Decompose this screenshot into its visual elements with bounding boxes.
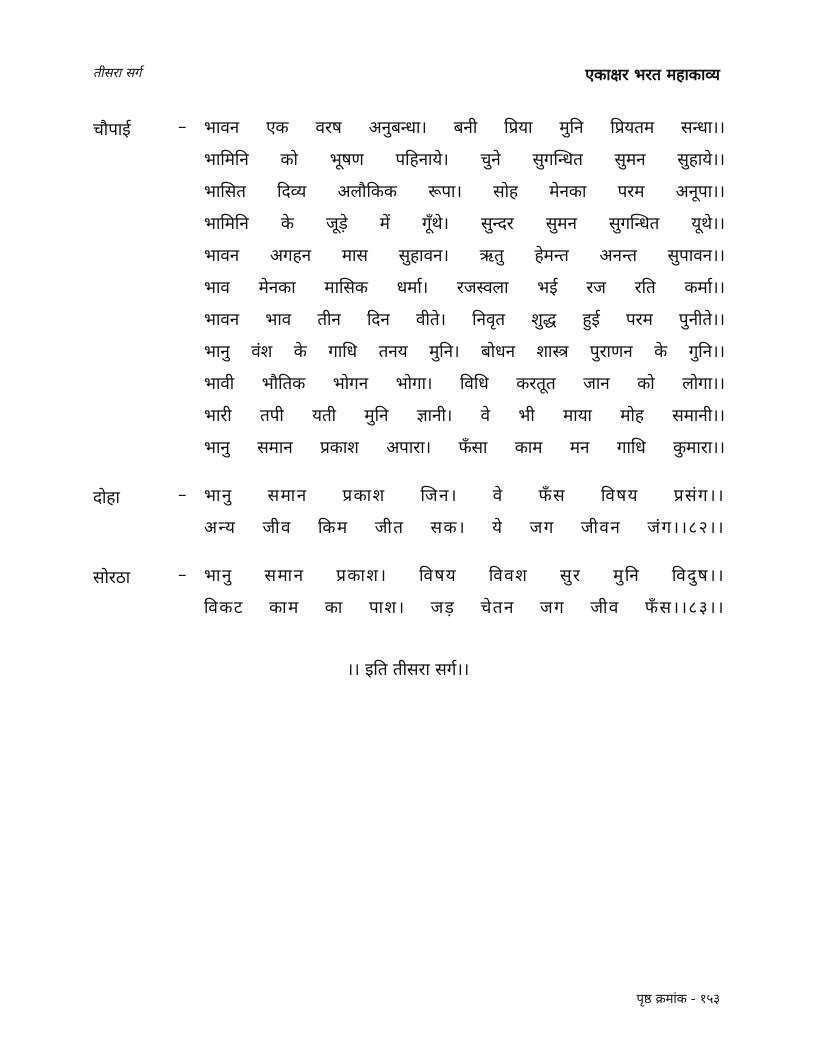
- section-dash: –: [178, 565, 187, 585]
- section-dash: –: [178, 485, 187, 505]
- section-label: चौपाई: [93, 120, 131, 140]
- section-label: सोरठा: [93, 568, 131, 588]
- section-dash: –: [178, 117, 187, 137]
- verse-line: भामिनि को भूषण पहिनाये। चुने सुगन्धित सुमन सुहाये।।: [204, 150, 725, 170]
- verse-line: भारी तपी यती मुनि ज्ञानी। वे भी माया मोह समानी।।: [204, 406, 725, 426]
- verse-line: भावन भाव तीन दिन वीते। निवृत शुद्ध हुई परम पुनीते।।: [204, 310, 725, 330]
- verse-line: भावन एक वरष अनुबन्धा। बनी प्रिया मुनि प्रियतम सन्धा।।: [204, 118, 725, 138]
- verse-line: भानु समान प्रकाश। विषय विवश सुर मुनि विदुष।।: [204, 566, 725, 586]
- chapter-header: तीसरा सर्ग: [93, 66, 142, 81]
- chapter-closing: ।। इति तीसरा सर्ग।।: [346, 660, 470, 680]
- verse-block: [204, 485, 725, 549]
- page-number: पृष्ठ क्रमांक - १५३: [636, 992, 720, 1007]
- verse-line: भानु वंश के गाधि तनय मुनि। बोधन शास्त्र पुराणन के गुनि।।: [204, 342, 725, 362]
- verse-line: भाव मेनका मासिक धर्मा। रजस्वला भई रज रति कर्मा।।: [204, 278, 725, 298]
- verse-line: भामिनि के जूड़े में गूँथे। सुन्दर सुमन सुगन्धित यूथे।।: [204, 214, 725, 234]
- verse-block: [204, 565, 725, 629]
- book-title-header: एकाक्षर भरत महाकाव्य: [585, 65, 720, 84]
- verse-block: [204, 117, 725, 469]
- verse-line: भावी भौतिक भोगन भोगा। विधि करतूत जान को लोगा।।: [204, 374, 725, 394]
- section-label: दोहा: [93, 488, 120, 508]
- verse-line: अन्य जीव किम जीत सक। ये जग जीवन जंग।।८२।।: [204, 518, 725, 538]
- verse-line: भानु समान प्रकाश अपारा। फँसा काम मन गाधि कुमारा।।: [204, 438, 725, 458]
- verse-line: भावन अगहन मास सुहावन। ऋतु हेमन्त अनन्त सुपावन।।: [204, 246, 725, 266]
- verse-line: भासित दिव्य अलौकिक रूपा। सोह मेनका परम अनूपा।।: [204, 182, 725, 202]
- verse-line: भानु समान प्रकाश जिन। वे फँस विषय प्रसंग।।: [204, 486, 725, 506]
- verse-line: विकट काम का पाश। जड़ चेतन जग जीव फँस।।८३।।: [204, 598, 725, 618]
